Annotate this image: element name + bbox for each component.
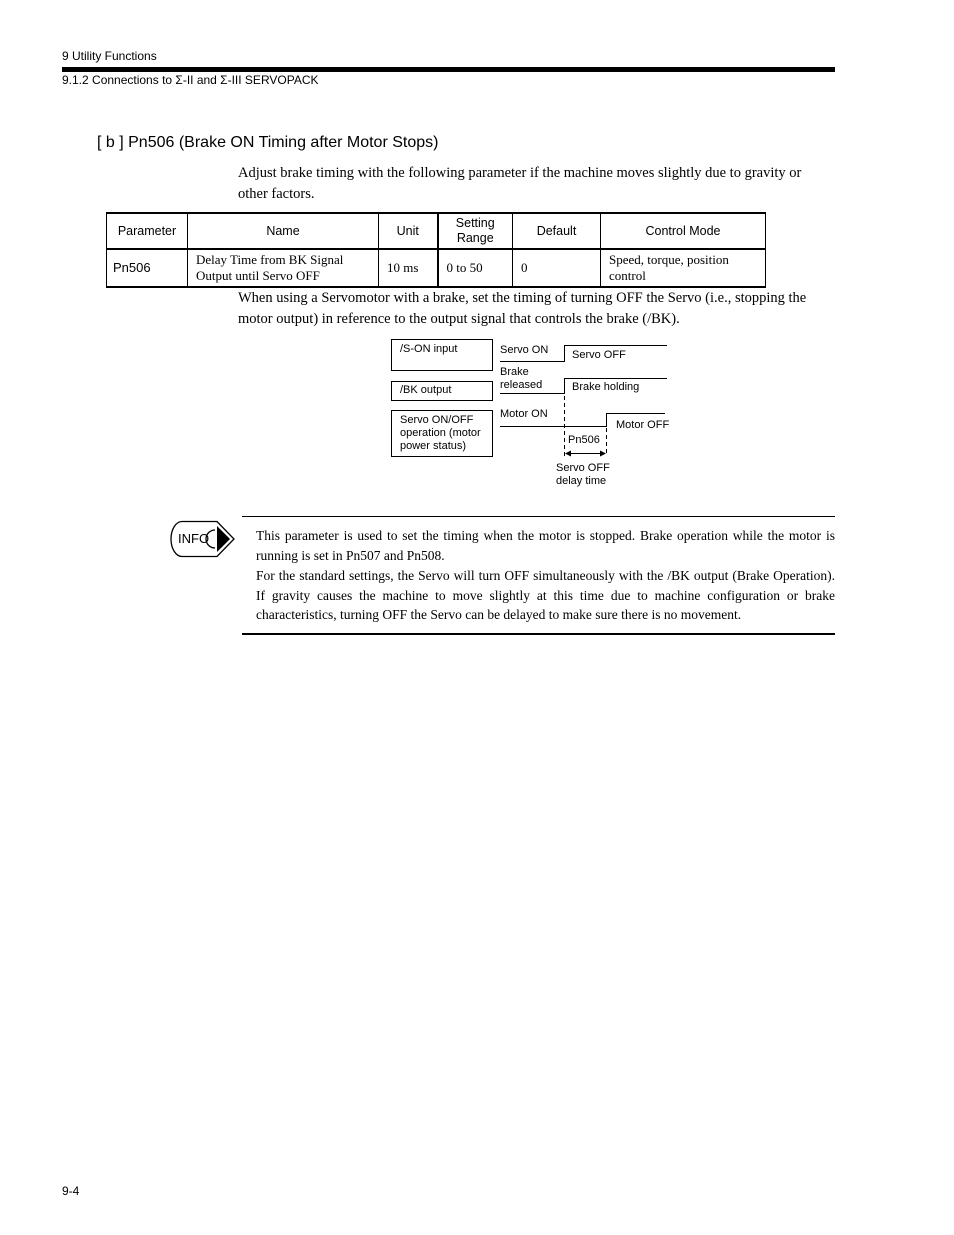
signal-box-s-on: /S-ON input	[391, 339, 493, 371]
brake-timing-paragraph: When using a Servomotor with a brake, set the timing of turning OFF the Servo (i.e., stopping the motor output) in reference to the output signal that controls the brake (/BK).	[238, 290, 807, 327]
cell-unit: 10 ms	[379, 249, 438, 287]
label-servo-off: Servo OFF	[572, 349, 626, 361]
section-heading: [ b ] Pn506 (Brake ON Timing after Motor Stops)	[97, 134, 439, 151]
intro-paragraph: Adjust brake timing with the following parameter if the machine moves slightly due to gravity or other factors.	[238, 165, 802, 202]
info-icon-label: INFO	[178, 531, 210, 546]
label-servo-on: Servo ON	[500, 344, 549, 356]
header-name: Name	[188, 213, 379, 249]
page-number: 9-4	[62, 1184, 80, 1198]
info-paragraph-2: For the standard settings, the Servo will turn OFF simultaneously with the /BK output (Brake Operation). If gravity causes the machine to move slightly at this time due to machine configuration or brake characteristics, turning OFF the Servo can be delayed to make sure there is no movement.	[256, 568, 835, 622]
label-delay-param: Pn506	[568, 434, 600, 446]
label-brake-holding: Brake holding	[572, 381, 640, 393]
cell-default: 0	[513, 249, 601, 287]
running-header-chapter: 9 Utility Functions	[62, 49, 157, 63]
cell-setting-range: 0 to 50	[438, 249, 513, 287]
table-row	[107, 249, 766, 287]
table-header-row	[107, 213, 766, 249]
info-rule-bottom	[242, 633, 835, 635]
cell-parameter: Pn506	[107, 249, 188, 287]
info-rule-top	[242, 516, 835, 517]
header-unit: Unit	[379, 213, 438, 249]
header-setting-range: Setting Range	[438, 213, 513, 249]
header-control-mode: Control Mode	[601, 213, 766, 249]
signal-box-bk: /BK output	[391, 381, 493, 401]
arrowhead-right	[600, 451, 606, 457]
header-parameter: Parameter	[107, 213, 188, 249]
cell-name: Delay Time from BK Signal Output until Servo OFF	[188, 249, 379, 287]
label-delay-caption: Servo OFF delay time	[556, 462, 610, 487]
timing-diagram	[380, 330, 680, 500]
signal-box-servo: Servo ON/OFF operation (motor power status)	[391, 410, 493, 457]
parameter-table	[106, 212, 766, 288]
info-paragraph-1: This parameter is used to set the timing when the motor is stopped. Brake operation while the motor is running is set in Pn507 and Pn508.	[256, 528, 835, 563]
running-header-section: 9.1.2 Connections to Σ-II and Σ-III SERVOPACK	[62, 73, 319, 87]
header-default: Default	[513, 213, 601, 249]
info-icon	[170, 520, 236, 558]
label-motor-on: Motor ON	[500, 408, 548, 420]
label-brake-released: Brake released	[500, 366, 543, 391]
header-rule	[62, 67, 835, 72]
label-motor-off: Motor OFF	[616, 419, 670, 431]
arrowhead-left	[565, 451, 571, 457]
cell-control-mode: Speed, torque, position control	[601, 249, 766, 287]
